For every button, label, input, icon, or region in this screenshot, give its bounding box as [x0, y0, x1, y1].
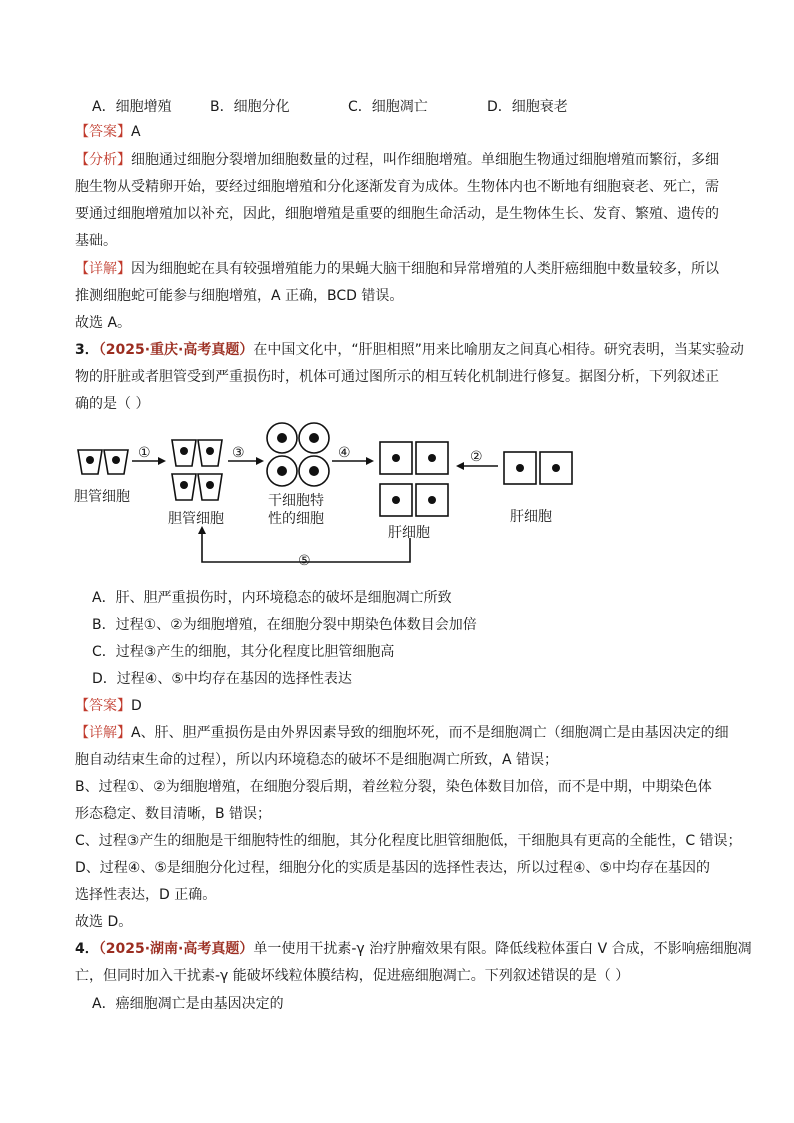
detail-tag: 【详解】	[75, 261, 131, 277]
option-d[interactable]: D．细胞衰老	[487, 99, 568, 115]
q3-number: 3．	[75, 342, 99, 358]
q3-stem: 物的肝脏或者胆管受到严重损伤时，机体可通过图所示的相互转化机制进行修复。据图分析，下列叙述正	[75, 369, 719, 385]
q3-answer-line	[75, 696, 725, 716]
detail-text: 选择性表达，D 正确。	[75, 887, 217, 903]
detail-text: 形态稳定、数目清晰，B 错误；	[75, 806, 272, 822]
q3-option-c[interactable]: C．过程③产生的细胞，其分化程度比胆管细胞高	[92, 644, 395, 660]
q3-option-b[interactable]: B．过程①、②为细胞增殖，在细胞分裂中期染色体数目会加倍	[92, 617, 477, 633]
answer-tag: 【答案】	[75, 124, 131, 140]
q4-stem: 亡，但同时加入干扰素-γ 能破坏线粒体膜结构，促进癌细胞凋亡。下列叙述错误的是（ ）	[75, 968, 630, 984]
option-c[interactable]: C．细胞凋亡	[348, 99, 428, 115]
stem-like-cell-label: 干细胞特	[268, 493, 324, 509]
q4-source: （2025·湖南·高考真题）	[98, 941, 254, 957]
analysis-line	[75, 150, 725, 170]
q3-option-a[interactable]: A．肝、胆严重损伤时，内环境稳态的破坏是细胞凋亡所致	[92, 590, 452, 606]
q3-stem-line	[75, 340, 744, 360]
q3-option-d[interactable]: D．过程④、⑤中均存在基因的选择性表达	[92, 671, 352, 687]
bile-duct-cell-label: 胆管细胞	[168, 511, 224, 527]
conclusion: 故选 A。	[75, 315, 132, 331]
analysis-text: 要通过细胞增殖加以补充，因此，细胞增殖是重要的细胞生命活动，是生物体生长、发育、繁殖、遗传的	[75, 206, 719, 222]
q4-number: 4．	[75, 941, 99, 957]
q4-stem: 单一使用干扰素-γ 治疗肿瘤效果有限。降低线粒体蛋白 V 合成，不影响癌细胞凋	[253, 941, 752, 957]
q3-stem: 确的是（ ）	[75, 396, 150, 412]
detail-tag: 【详解】	[75, 725, 131, 741]
liver-cell-label: 肝细胞	[388, 525, 430, 541]
step-5-label: ⑤	[298, 553, 311, 569]
diagram-graphics	[70, 418, 590, 580]
cell-conversion-diagram	[70, 418, 590, 580]
answer-value: A	[131, 124, 141, 140]
answer-line	[75, 122, 725, 142]
step-1-label: ①	[138, 445, 151, 461]
analysis-text: 基础。	[75, 233, 117, 249]
analysis-text: 细胞通过细胞分裂增加细胞数量的过程，叫作细胞增殖。单细胞生物通过细胞增殖而繁衍，多细	[131, 152, 719, 168]
detail-text: 因为细胞蛇在具有较强增殖能力的果蝇大脑干细胞和异常增殖的人类肝癌细胞中数量较多，所以	[131, 261, 719, 277]
detail-text: D、过程④、⑤是细胞分化过程，细胞分化的实质是基因的选择性表达，所以过程④、⑤中均存在基因的	[75, 860, 710, 876]
stem-like-cell-label: 性的细胞	[268, 511, 324, 527]
analysis-text: 胞生物从受精卵开始，要经过细胞增殖和分化逐渐发育为成体。生物体内也不断地有细胞衰老、死亡，需	[75, 179, 719, 195]
q4-stem-line	[75, 939, 752, 959]
answer-value: D	[131, 698, 142, 714]
conclusion: 故选 D。	[75, 914, 133, 930]
detail-text: 推测细胞蛇可能参与细胞增殖，A 正确，BCD 错误。	[75, 288, 404, 304]
step-4-label: ④	[338, 445, 351, 461]
detail-line	[75, 259, 725, 279]
detail-text: 胞自动结束生命的过程），所以内环境稳态的破坏不是细胞凋亡所致，A 错误；	[75, 752, 559, 768]
q3-stem: 在中国文化中，“肝胆相照”用来比喻朋友之间真心相待。研究表明，当某实验动	[253, 342, 744, 358]
detail-text: B、过程①、②为细胞增殖，在细胞分裂后期，着丝粒分裂，染色体数目加倍，而不是中期，中期染色体	[75, 779, 712, 795]
q3-detail-line	[75, 723, 729, 743]
liver-cell-label: 肝细胞	[510, 509, 552, 525]
q3-source: （2025·重庆·高考真题）	[98, 342, 254, 358]
analysis-tag: 【分析】	[75, 152, 131, 168]
option-a[interactable]: A．细胞增殖	[92, 99, 172, 115]
detail-text: A、肝、胆严重损伤是由外界因素导致的细胞坏死，而不是细胞凋亡（细胞凋亡是由基因决定的细	[131, 725, 729, 741]
option-b[interactable]: B．细胞分化	[210, 99, 290, 115]
answer-tag: 【答案】	[75, 698, 131, 714]
step-2-label: ②	[470, 449, 483, 465]
step-3-label: ③	[232, 445, 245, 461]
q4-option-a[interactable]: A．癌细胞凋亡是由基因决定的	[92, 996, 284, 1012]
detail-text: C、过程③产生的细胞是干细胞特性的细胞，其分化程度比胆管细胞低，干细胞具有更高的全能性，C 错误；	[75, 833, 742, 849]
bile-duct-cell-label: 胆管细胞	[74, 489, 130, 505]
